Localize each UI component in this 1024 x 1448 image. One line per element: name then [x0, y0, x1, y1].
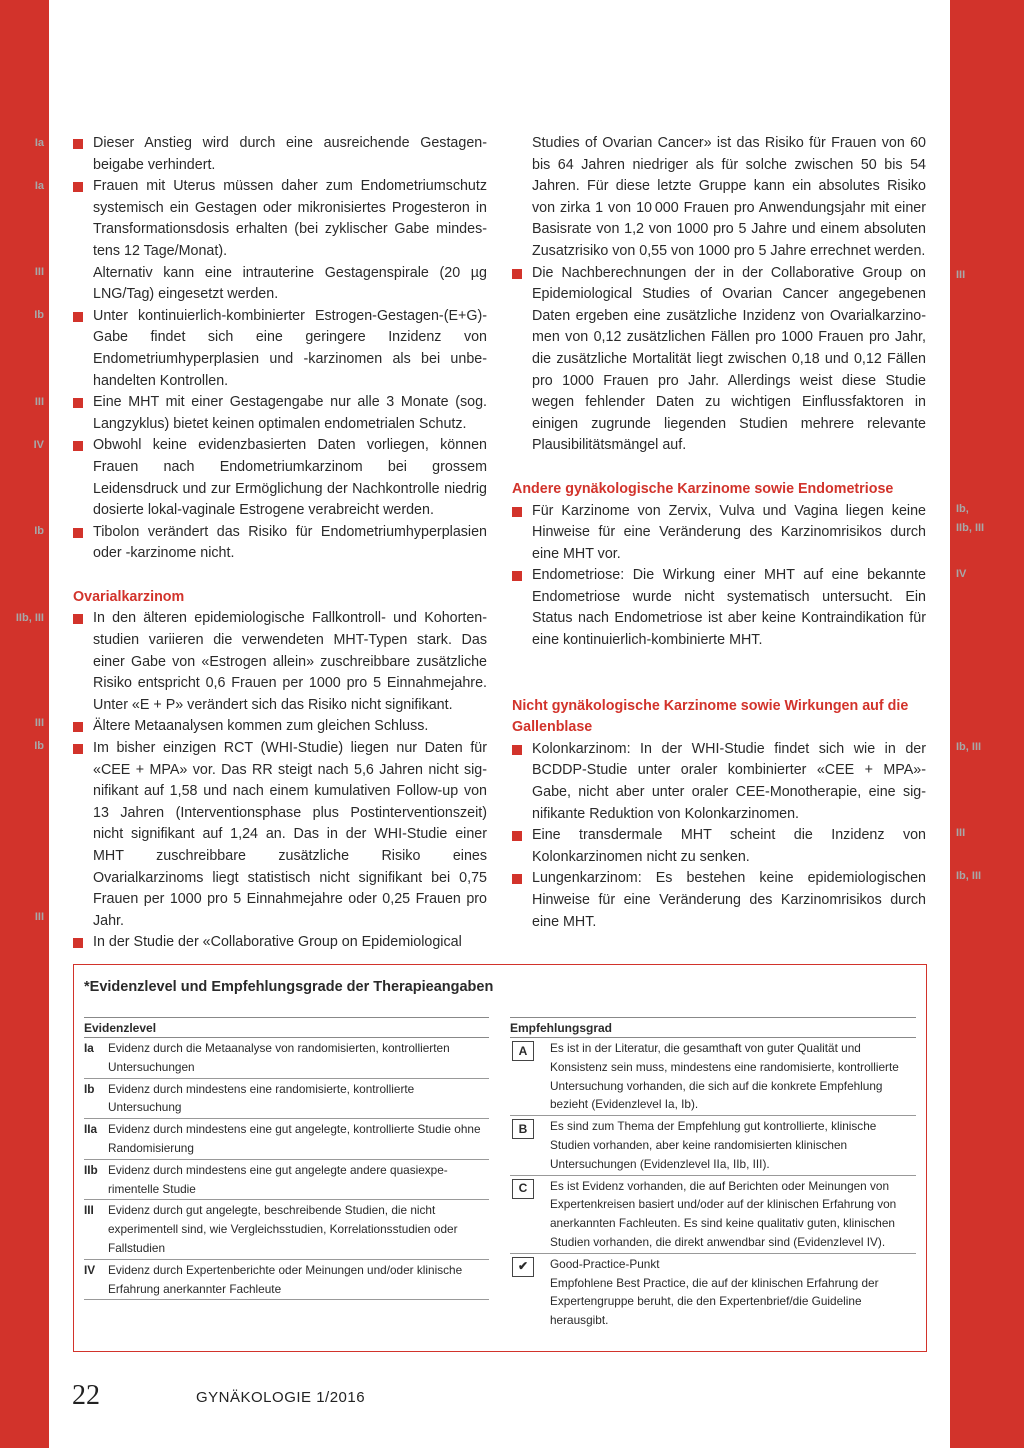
evidenz-row [84, 1260, 489, 1301]
journal-name: GYNÄKOLOGIE 1/2016 [196, 1389, 366, 1406]
left-column [73, 133, 487, 954]
evidenz-code: IIa [84, 1122, 98, 1137]
grad-row [510, 1116, 916, 1175]
margin-level: IV [956, 568, 967, 580]
evidenz-code: Ib [84, 1081, 95, 1096]
bullet-item: Obwohl keine evidenzbasierten Daten vorliegen, können Frauen nach Endometriumkarzinom bei grossem Leidensdruck und zur Ermöglichung der Nachkontrolle niedrig dosierte lokal-vaginale Estrogene verabreicht werden. [73, 435, 487, 521]
box-title: *Evidenzlevel und Empfehlungsgrade der Therapieangaben [84, 979, 494, 995]
margin-level: III [34, 396, 44, 408]
grad-row [510, 1038, 916, 1116]
margin-level: Ib, III [956, 741, 982, 753]
margin-level: Ib [34, 525, 44, 537]
bullet-item: Unter kontinuierlich-kombinierter Estrogen-Gestagen-(E+G)-Gabe findet sich eine geringere Inzidenz von Endometriumhyperplasien und -karzinomen als bei unbehandelten Kontrollen. [73, 306, 487, 392]
margin-level: III [956, 269, 966, 281]
margin-level: Ib [34, 309, 44, 321]
margin-level: IV [33, 439, 44, 451]
bullet-item: Im bisher einzigen RCT (WHI-Studie) liegen nur Daten für «CEE + MPA» vor. Das RR steigt nach 5,6 Jahren nicht signifikant auf 1,58 und nach einem kumulativen Follow-up von 13 Jahren (Interventionsphase plus Postinterventionszeit) nicht signifikant auf 1,24 an. Das in der WHI-Studie einer MHT zuschreibbare zusätzliche Risiko eines Ovarialkarzinoms liegt statistisch nicht signifikant bei 0,75 Frauen per 1000 pro 5 Einnahmejahre oder 0,25 Frauen pro Jahr. [73, 738, 487, 932]
evidenz-header: Evidenzlevel [84, 1017, 489, 1038]
section-heading: Andere gynäkologische Karzinome sowie Endometriose [512, 480, 894, 497]
grad-text: Good-Practice-Punkt Empfohlene Best Practice, die auf der klinischen Erfahrung der Expertengruppe beruht, die den Expertenbrief/die Guideline herausgibt. [550, 1256, 879, 1328]
margin-level: Ib [34, 740, 44, 752]
right-column [512, 133, 926, 933]
right-red-band [950, 0, 1024, 1448]
bullet-item: Kolonkarzinom: In der WHI-Studie findet sich wie in der BCDDP-Studie unter oraler kombinierter «CEE + MPA»-Gabe, nicht aber unter oraler CEE-Monotherapie, eine signifikante Reduktion von Kolonkarzinomen. [512, 739, 926, 825]
evidenz-row [84, 1200, 489, 1259]
evidenz-row [84, 1160, 489, 1201]
bullet-item: Ältere Metaanalysen kommen zum gleichen Schluss. [73, 716, 487, 738]
grad-text: Es ist in der Literatur, die gesamthaft von guter Qualität und Konsistenz sein muss, mindestens eine randomisierte, kontrollierte Untersuchung vorhanden, die sich auf die konkrete Empfehlung bezieht (Evidenzlevel Ia, Ib). [550, 1041, 899, 1112]
evidenz-text: Evidenz durch mindestens eine gut angelegte, kontrollierte Studie ohne Randomisierung [108, 1122, 481, 1155]
bullet-item: Für Karzinome von Zervix, Vulva und Vagina liegen keine Hinweise für eine Veränderung des Karzinomrisikos durch eine MHT vor. [512, 501, 926, 566]
margin-level: IIb, III [15, 612, 44, 624]
section-heading: Nicht gynäkologische Karzinome sowie Wirkungen auf die Gallenblase [512, 697, 909, 736]
bullet-item: In den älteren epidemiologische Fallkontroll- und Kohortenstudien variieren die verwendeten MHT-Typen stark. Das einer Gabe von «Estrogen allein» zuschreibbare zusätzliche Risiko entspricht 0,6 Frauen per 1000 pro 5 Einnahmejahre. Unter «E + P» verändert sich das Risiko nicht signifikant. [73, 608, 487, 716]
section-heading: Ovarialkarzinom [73, 588, 185, 605]
margin-level: Ia [34, 180, 44, 192]
grad-text: Es ist Evidenz vorhanden, die auf Berichten oder Meinungen von Expertenkreisen basiert und/oder auf der klinischen Erfahrung von anerkannten Fachleuten. Es sind keine qualitativ guten, klinischen Studien vorhanden, die direkt anwendbar sind (Evidenzlevel IV). [550, 1178, 897, 1249]
margin-level: III [956, 827, 966, 839]
grad-row [510, 1254, 916, 1331]
grad-badge: A [512, 1041, 534, 1061]
evidenz-text: Evidenz durch gut angelegte, beschreibende Studien, die nicht experimentell sind, wie Vergleichsstudien, Korrelationsstudien oder Fallstudien [108, 1203, 458, 1255]
bullet-item: Lungenkarzinom: Es bestehen keine epidemiologischen Hinweise für eine Veränderung des Karzinomrisikos durch eine MHT. [512, 868, 926, 933]
bullet-item: Eine transdermale MHT scheint die Inzidenz von Kolonkarzinomen nicht zu senken. [512, 825, 926, 868]
margin-level: Ib, III [956, 870, 982, 882]
evidenz-row [84, 1079, 489, 1120]
evidenz-table [84, 1017, 489, 1300]
evidenz-text: Evidenz durch Expertenberichte oder Meinungen und/oder klinische Erfahrung anerkannter Fachleute [108, 1262, 463, 1296]
bullet-item: Endometriose: Die Wirkung einer MHT auf eine bekannte Endometriose wurde nicht systematisch untersucht. Ein Status nach Endometriose ist aber keine Kontraindikation für eine kontinuierlich-kombinierte MHT. [512, 565, 926, 651]
grad-badge: C [512, 1179, 534, 1199]
bullet-item: Dieser Anstieg wird durch eine ausreichende Gestagenbeigabe verhindert. [73, 133, 487, 176]
grad-text: Es sind zum Thema der Empfehlung gut kontrollierte, klinische Studien vorhanden, aber keine randomisierten klinischen Untersuchungen (Evidenzlevel IIa, IIb, III). [550, 1119, 877, 1171]
evidenz-text: Evidenz durch die Metaanalyse von randomisierten, kontrollierten Untersuchungen [108, 1041, 450, 1074]
paragraph-item: Studies of Ovarian Cancer» ist das Risiko für Frauen von 60 bis 64 Jahren niedriger als für solche zwischen 50 bis 54 Jahren. Für diese letzte Gruppe kann ein absolutes Risiko von zirka 1 von 10 000 Frauen pro Anwendungsjahr mit einer Basisrate von 1,2 von 1000 pro 5 Jahre und einem absoluten Zusatzrisiko von 0,55 von 1000 pro 5 Jahre errechnet werden. [532, 135, 926, 259]
empfehlungsgrad-table [510, 1017, 916, 1331]
margin-level: III [34, 266, 44, 278]
bullet-item: In der Studie der «Collaborative Group on Epidemiological [73, 932, 487, 954]
margin-level: IIb, III [956, 522, 985, 534]
margin-level: Ib, [956, 503, 969, 515]
evidenz-code: Ia [84, 1041, 94, 1055]
evidence-box [73, 964, 927, 1352]
grad-row [510, 1176, 916, 1254]
evidenz-code: III [84, 1203, 94, 1218]
paragraph-item: Alternativ kann eine intrauterine Gestagenspirale (20 µg LNG/Tag) eingesetzt werden. [93, 264, 487, 303]
margin-level: III [34, 717, 44, 729]
evidenz-code: IV [84, 1262, 96, 1277]
bullet-item: Frauen mit Uterus müssen daher zum Endometriumschutz systemisch ein Gestagen oder mikronisiertes Progesteron in Transformationsdosis erhalten (bei zyklischer Gabe mindestens 12 Tage/Monat). [73, 176, 487, 262]
check-icon: ✔ [512, 1257, 534, 1277]
evidenz-row [84, 1038, 489, 1079]
evidenz-text: Evidenz durch mindestens eine randomisierte, kontrollierte Untersuchung [108, 1081, 415, 1115]
page-number: 22 [72, 1380, 100, 1411]
bullet-item: Die Nachberechnungen der in der Collaborative Group on Epidemiological Studies of Ovarian Cancer angegebenen Daten ergeben eine zusätzliche Inzidenz von Ovarialkarzinomen von 0,12 zusätzlichen Fällen pro 1000 Frauen pro Jahr, die zusätzliche Mortalität liegt zwischen 0,18 und 0,12 Fällen pro 1000 Frauen pro Jahr. Allerdings weist diese Studie wegen fehlender Daten zu wichtigen Einflussfaktoren in einigen zugrunde liegenden Studien mehrere relevante Plausibilitätsmängel auf. [512, 263, 926, 457]
bullet-item: Tibolon verändert das Risiko für Endometriumhyperplasien oder -karzinome nicht. [73, 522, 487, 565]
grad-badge: B [512, 1119, 534, 1139]
evidenz-row [84, 1119, 489, 1160]
margin-level: Ia [34, 137, 44, 149]
grad-header: Empfehlungsgrad [510, 1017, 916, 1038]
evidenz-code: IIb [84, 1162, 98, 1177]
evidenz-text: Evidenz durch mindestens eine gut angelegte andere quasiexperimentelle Studie [108, 1162, 448, 1196]
margin-level: III [34, 911, 44, 923]
bullet-item: Eine MHT mit einer Gestagengabe nur alle 3 Monate (sog. Langzyklus) bietet keinen optimalen endometrialen Schutz. [73, 392, 487, 435]
